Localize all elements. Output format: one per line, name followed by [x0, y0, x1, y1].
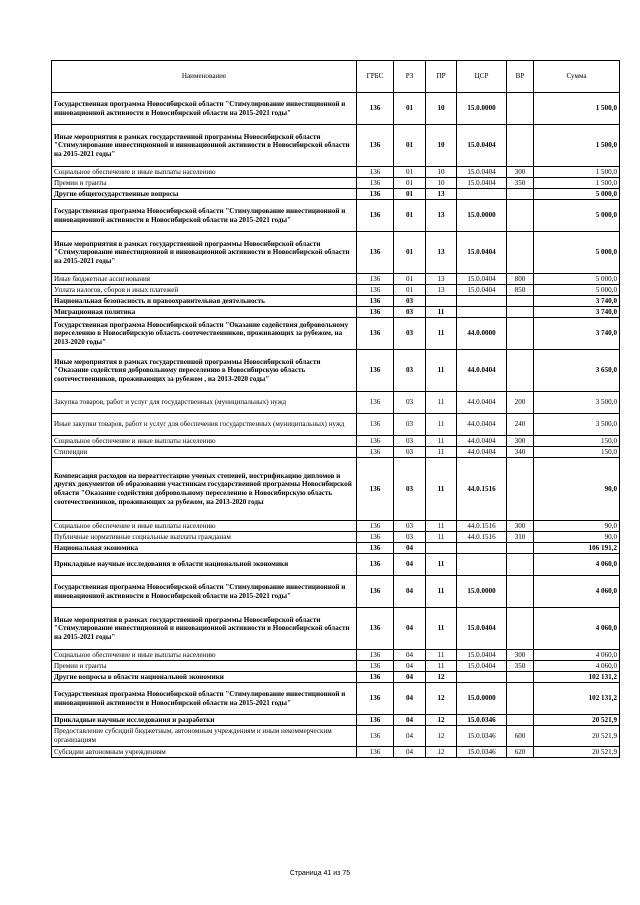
cell-grbs: 136 — [357, 521, 394, 532]
cell-grbs: 136 — [357, 715, 394, 726]
cell-vr — [507, 189, 534, 200]
cell-rz: 04 — [394, 576, 426, 608]
cell-pr: 11 — [426, 650, 457, 661]
cell-pr: 12 — [426, 672, 457, 683]
cell-vr: 300 — [507, 521, 534, 532]
cell-vr: 800 — [507, 274, 534, 285]
table-row — [52, 200, 620, 232]
table-row — [52, 167, 620, 178]
cell-sum: 4 060,0 — [534, 554, 620, 576]
cell-rz: 04 — [394, 543, 426, 554]
cell-csr: 15.0.0404 — [457, 608, 507, 650]
table-row — [52, 350, 620, 392]
cell-grbs: 136 — [357, 726, 394, 747]
cell-sum: 1 500,0 — [534, 167, 620, 178]
cell-grbs: 136 — [357, 167, 394, 178]
cell-pr: 10 — [426, 167, 457, 178]
cell-grbs: 136 — [357, 232, 394, 274]
cell-pr: 11 — [426, 521, 457, 532]
cell-vr — [507, 125, 534, 167]
cell-name: Иные мероприятия в рамках государственной программы Новосибирской области "Стимулирование инвестиционной и инновационной активности в Новосибирской области на 2015-2021 годы" — [52, 232, 357, 274]
table-row — [52, 532, 620, 543]
table-row — [52, 683, 620, 715]
cell-grbs: 136 — [357, 576, 394, 608]
cell-grbs: 136 — [357, 747, 394, 758]
cell-vr: 350 — [507, 661, 534, 672]
cell-pr: 13 — [426, 189, 457, 200]
cell-pr: 11 — [426, 661, 457, 672]
header-grbs: ГРБС — [357, 61, 394, 93]
cell-sum: 5 000,0 — [534, 189, 620, 200]
table-row — [52, 93, 620, 125]
cell-vr — [507, 576, 534, 608]
cell-pr: 12 — [426, 747, 457, 758]
cell-sum: 20 521,9 — [534, 747, 620, 758]
cell-csr: 15.0.0000 — [457, 576, 507, 608]
cell-rz: 03 — [394, 296, 426, 307]
cell-pr: 12 — [426, 726, 457, 747]
cell-pr: 11 — [426, 392, 457, 414]
cell-rz: 01 — [394, 200, 426, 232]
table-body — [52, 93, 620, 758]
cell-csr: 15.0.0000 — [457, 200, 507, 232]
cell-sum: 4 060,0 — [534, 661, 620, 672]
cell-rz: 04 — [394, 726, 426, 747]
cell-sum: 150,0 — [534, 436, 620, 447]
cell-vr — [507, 683, 534, 715]
cell-csr — [457, 672, 507, 683]
cell-csr: 15.0.0404 — [457, 285, 507, 296]
cell-csr: 44.0.0404 — [457, 414, 507, 436]
header-csr: ЦСР — [457, 61, 507, 93]
cell-csr: 15.0.0404 — [457, 274, 507, 285]
cell-name: Субсидии автономным учреждениям — [52, 747, 357, 758]
cell-name: Государственная программа Новосибирской области "Стимулирование инвестиционной и инновационной активности в Новосибирской области на 2015-2021 годы" — [52, 200, 357, 232]
cell-sum: 20 521,9 — [534, 726, 620, 747]
table-row — [52, 125, 620, 167]
cell-csr: 44.0.0404 — [457, 392, 507, 414]
cell-vr — [507, 350, 534, 392]
cell-pr: 11 — [426, 576, 457, 608]
cell-grbs: 136 — [357, 672, 394, 683]
cell-name: Прикладные научные исследования и разработки — [52, 715, 357, 726]
cell-sum: 3 650,0 — [534, 350, 620, 392]
table-row — [52, 576, 620, 608]
cell-csr: 15.0.0000 — [457, 93, 507, 125]
cell-grbs: 136 — [357, 93, 394, 125]
cell-pr: 11 — [426, 436, 457, 447]
table-row — [52, 715, 620, 726]
cell-csr — [457, 189, 507, 200]
cell-pr: 13 — [426, 274, 457, 285]
cell-rz: 03 — [394, 447, 426, 458]
cell-vr — [507, 608, 534, 650]
cell-pr: 12 — [426, 715, 457, 726]
cell-pr: 11 — [426, 318, 457, 350]
table-row — [52, 521, 620, 532]
cell-grbs: 136 — [357, 125, 394, 167]
table-row — [52, 189, 620, 200]
cell-vr — [507, 543, 534, 554]
table-row — [52, 296, 620, 307]
cell-rz: 04 — [394, 672, 426, 683]
cell-vr — [507, 232, 534, 274]
cell-rz: 03 — [394, 307, 426, 318]
cell-vr: 300 — [507, 650, 534, 661]
cell-rz: 03 — [394, 458, 426, 521]
cell-sum: 5 000,0 — [534, 200, 620, 232]
cell-grbs: 136 — [357, 554, 394, 576]
cell-rz: 03 — [394, 436, 426, 447]
cell-grbs: 136 — [357, 532, 394, 543]
cell-sum: 5 000,0 — [534, 232, 620, 274]
cell-name: Закупка товаров, работ и услуг для государственных (муниципальных) нужд — [52, 392, 357, 414]
cell-csr: 44.0.0000 — [457, 318, 507, 350]
cell-grbs: 136 — [357, 436, 394, 447]
header-pr: ПР — [426, 61, 457, 93]
cell-sum: 102 131,2 — [534, 672, 620, 683]
cell-name: Национальная безопасность и правоохранительная деятельность — [52, 296, 357, 307]
cell-sum: 3 500,0 — [534, 414, 620, 436]
cell-vr — [507, 93, 534, 125]
cell-vr — [507, 715, 534, 726]
cell-pr: 11 — [426, 307, 457, 318]
cell-grbs: 136 — [357, 296, 394, 307]
cell-rz: 03 — [394, 532, 426, 543]
table-row — [52, 436, 620, 447]
table-row — [52, 318, 620, 350]
cell-name: Национальная экономика — [52, 543, 357, 554]
cell-vr — [507, 296, 534, 307]
table-header-row — [52, 61, 620, 93]
cell-name: Социальное обеспечение и иные выплаты населению — [52, 650, 357, 661]
cell-name: Государственная программа Новосибирской области "Оказание содействия добровольному переселению в Новосибирскую область соотечественников, проживающих за рубежом, на 2013-2020 годы" — [52, 318, 357, 350]
cell-name: Иные мероприятия в рамках государственной программы Новосибирской области "Стимулирование инвестиционной и инновационной активности в Новосибирской области на 2015-2021 годы" — [52, 125, 357, 167]
cell-grbs: 136 — [357, 350, 394, 392]
table-row — [52, 650, 620, 661]
cell-name: Государственная программа Новосибирской области "Стимулирование инвестиционной и инновационной активности в Новосибирской области на 2015-2021 годы" — [52, 576, 357, 608]
table-row — [52, 554, 620, 576]
cell-vr: 340 — [507, 447, 534, 458]
cell-vr: 850 — [507, 285, 534, 296]
cell-pr: 11 — [426, 350, 457, 392]
cell-name: Государственная программа Новосибирской области "Стимулирование инвестиционной и инновационной активности в Новосибирской области на 2015-2021 годы" — [52, 93, 357, 125]
cell-rz: 03 — [394, 318, 426, 350]
cell-pr: 11 — [426, 532, 457, 543]
cell-grbs: 136 — [357, 274, 394, 285]
cell-pr: 12 — [426, 683, 457, 715]
cell-sum: 106 191,2 — [534, 543, 620, 554]
table-row — [52, 447, 620, 458]
cell-csr: 44.0.0404 — [457, 350, 507, 392]
cell-rz: 03 — [394, 521, 426, 532]
cell-csr: 44.0.1516 — [457, 532, 507, 543]
cell-sum: 90,0 — [534, 521, 620, 532]
table-row — [52, 178, 620, 189]
table-row — [52, 726, 620, 747]
cell-sum: 5 000,0 — [534, 285, 620, 296]
cell-name: Социальное обеспечение и иные выплаты населению — [52, 167, 357, 178]
table-row — [52, 274, 620, 285]
cell-rz: 04 — [394, 650, 426, 661]
cell-csr: 15.0.0346 — [457, 715, 507, 726]
cell-rz: 01 — [394, 178, 426, 189]
cell-rz: 01 — [394, 189, 426, 200]
cell-pr: 13 — [426, 232, 457, 274]
cell-name: Предоставление субсидий бюджетным, автономным учреждениям и иным некоммерческим организациям — [52, 726, 357, 747]
cell-name: Иные закупки товаров, работ и услуг для обеспечения государственных (муниципальных) нужд — [52, 414, 357, 436]
cell-grbs: 136 — [357, 661, 394, 672]
cell-grbs: 136 — [357, 458, 394, 521]
cell-rz: 04 — [394, 608, 426, 650]
cell-pr: 10 — [426, 93, 457, 125]
cell-vr — [507, 554, 534, 576]
cell-vr — [507, 307, 534, 318]
cell-grbs: 136 — [357, 189, 394, 200]
cell-vr — [507, 200, 534, 232]
cell-csr — [457, 543, 507, 554]
cell-rz: 01 — [394, 125, 426, 167]
cell-rz: 01 — [394, 232, 426, 274]
table-row — [52, 543, 620, 554]
cell-csr — [457, 296, 507, 307]
cell-csr: 15.0.0000 — [457, 683, 507, 715]
budget-table — [51, 60, 620, 758]
cell-pr: 13 — [426, 200, 457, 232]
cell-sum: 150,0 — [534, 447, 620, 458]
cell-rz: 04 — [394, 715, 426, 726]
cell-grbs: 136 — [357, 543, 394, 554]
cell-vr — [507, 458, 534, 521]
cell-rz: 01 — [394, 167, 426, 178]
cell-rz: 04 — [394, 554, 426, 576]
cell-pr: 10 — [426, 125, 457, 167]
cell-rz: 04 — [394, 683, 426, 715]
table-row — [52, 608, 620, 650]
cell-grbs: 136 — [357, 608, 394, 650]
cell-name: Публичные нормативные социальные выплаты гражданам — [52, 532, 357, 543]
cell-csr — [457, 554, 507, 576]
cell-csr: 15.0.0404 — [457, 178, 507, 189]
cell-csr: 44.0.1516 — [457, 458, 507, 521]
cell-sum: 3 500,0 — [534, 392, 620, 414]
table-row — [52, 661, 620, 672]
table-row — [52, 232, 620, 274]
cell-name: Стипендии — [52, 447, 357, 458]
cell-sum: 3 740,0 — [534, 318, 620, 350]
cell-name: Иные мероприятия в рамках государственной программы Новосибирской области "Стимулирование инвестиционной и инновационной активности в Новосибирской области на 2015-2021 годы" — [52, 608, 357, 650]
page-number: Страница 41 из 75 — [289, 870, 351, 877]
cell-name: Миграционная политика — [52, 307, 357, 318]
cell-grbs: 136 — [357, 392, 394, 414]
cell-csr — [457, 307, 507, 318]
cell-csr: 44.0.0404 — [457, 447, 507, 458]
cell-sum: 1 500,0 — [534, 125, 620, 167]
cell-rz: 03 — [394, 414, 426, 436]
cell-vr: 620 — [507, 747, 534, 758]
cell-vr — [507, 672, 534, 683]
cell-pr: 13 — [426, 285, 457, 296]
table-row — [52, 414, 620, 436]
table-row — [52, 458, 620, 521]
cell-name: Другие вопросы в области национальной экономики — [52, 672, 357, 683]
cell-rz: 03 — [394, 392, 426, 414]
cell-pr: 11 — [426, 458, 457, 521]
cell-csr: 15.0.0404 — [457, 167, 507, 178]
cell-sum: 4 060,0 — [534, 576, 620, 608]
header-vr: ВР — [507, 61, 534, 93]
cell-grbs: 136 — [357, 318, 394, 350]
header-rz: РЗ — [394, 61, 426, 93]
cell-sum: 1 500,0 — [534, 178, 620, 189]
cell-grbs: 136 — [357, 683, 394, 715]
cell-sum: 90,0 — [534, 458, 620, 521]
cell-csr: 15.0.0346 — [457, 726, 507, 747]
cell-sum: 90,0 — [534, 532, 620, 543]
cell-rz: 01 — [394, 274, 426, 285]
cell-name: Уплата налогов, сборов и иных платежей — [52, 285, 357, 296]
cell-vr: 310 — [507, 532, 534, 543]
header-sum: Сумма — [534, 61, 620, 93]
cell-vr: 200 — [507, 392, 534, 414]
cell-pr — [426, 296, 457, 307]
cell-grbs: 136 — [357, 414, 394, 436]
cell-vr — [507, 318, 534, 350]
cell-name: Государственная программа Новосибирской области "Стимулирование инвестиционной и инновационной активности в Новосибирской области на 2015-2021 годы" — [52, 683, 357, 715]
cell-pr: 11 — [426, 414, 457, 436]
cell-csr: 15.0.0404 — [457, 232, 507, 274]
cell-grbs: 136 — [357, 200, 394, 232]
cell-pr: 11 — [426, 554, 457, 576]
cell-name: Премии и гранты — [52, 178, 357, 189]
cell-pr: 10 — [426, 178, 457, 189]
cell-vr: 600 — [507, 726, 534, 747]
cell-name: Премии и гранты — [52, 661, 357, 672]
cell-grbs: 136 — [357, 447, 394, 458]
cell-sum: 20 521,9 — [534, 715, 620, 726]
cell-grbs: 136 — [357, 178, 394, 189]
cell-rz: 01 — [394, 93, 426, 125]
cell-grbs: 136 — [357, 285, 394, 296]
cell-name: Прикладные научные исследования в области национальной экономики — [52, 554, 357, 576]
cell-name: Иные бюджетные ассигнования — [52, 274, 357, 285]
cell-grbs: 136 — [357, 307, 394, 318]
cell-rz: 03 — [394, 350, 426, 392]
cell-csr: 15.0.0404 — [457, 661, 507, 672]
table-row — [52, 672, 620, 683]
cell-vr: 240 — [507, 414, 534, 436]
cell-csr: 15.0.0404 — [457, 650, 507, 661]
table-row — [52, 392, 620, 414]
table-row — [52, 747, 620, 758]
cell-rz: 04 — [394, 661, 426, 672]
cell-rz: 04 — [394, 747, 426, 758]
cell-sum: 1 500,0 — [534, 93, 620, 125]
cell-rz: 01 — [394, 285, 426, 296]
cell-name: Иные мероприятия в рамках государственной программы Новосибирской области "Оказание содействия добровольному переселению в Новосибирскую область соотечественников, проживающих за рубежом , на 2013-2020 годы" — [52, 350, 357, 392]
cell-csr: 44.0.0404 — [457, 436, 507, 447]
cell-name: Другие общегосударственные вопросы — [52, 189, 357, 200]
cell-csr: 15.0.0346 — [457, 747, 507, 758]
cell-pr: 11 — [426, 447, 457, 458]
cell-pr — [426, 543, 457, 554]
cell-vr: 350 — [507, 178, 534, 189]
cell-name: Социальное обеспечение и иные выплаты населению — [52, 436, 357, 447]
cell-sum: 4 060,0 — [534, 608, 620, 650]
cell-sum: 102 131,2 — [534, 683, 620, 715]
cell-name: Социальное обеспечение и иные выплаты населению — [52, 521, 357, 532]
cell-csr: 44.0.1516 — [457, 521, 507, 532]
cell-sum: 4 060,0 — [534, 650, 620, 661]
cell-vr: 300 — [507, 436, 534, 447]
header-name: Наименование — [52, 61, 357, 93]
table-row — [52, 307, 620, 318]
cell-sum: 5 000,0 — [534, 274, 620, 285]
cell-sum: 3 740,0 — [534, 296, 620, 307]
table-row — [52, 285, 620, 296]
cell-name: Компенсация расходов на переаттестацию ученых степеней, нострификацию дипломов и других документов об образовании участникам государственной программы Новосибирской области "Оказание содействия добровольному переселению в Новосибирскую область соотечественников, проживающих за рубежом, на 2013-2020 годы — [52, 458, 357, 521]
cell-csr: 15.0.0404 — [457, 125, 507, 167]
cell-vr: 300 — [507, 167, 534, 178]
cell-grbs: 136 — [357, 650, 394, 661]
cell-sum: 3 740,0 — [534, 307, 620, 318]
cell-pr: 11 — [426, 608, 457, 650]
